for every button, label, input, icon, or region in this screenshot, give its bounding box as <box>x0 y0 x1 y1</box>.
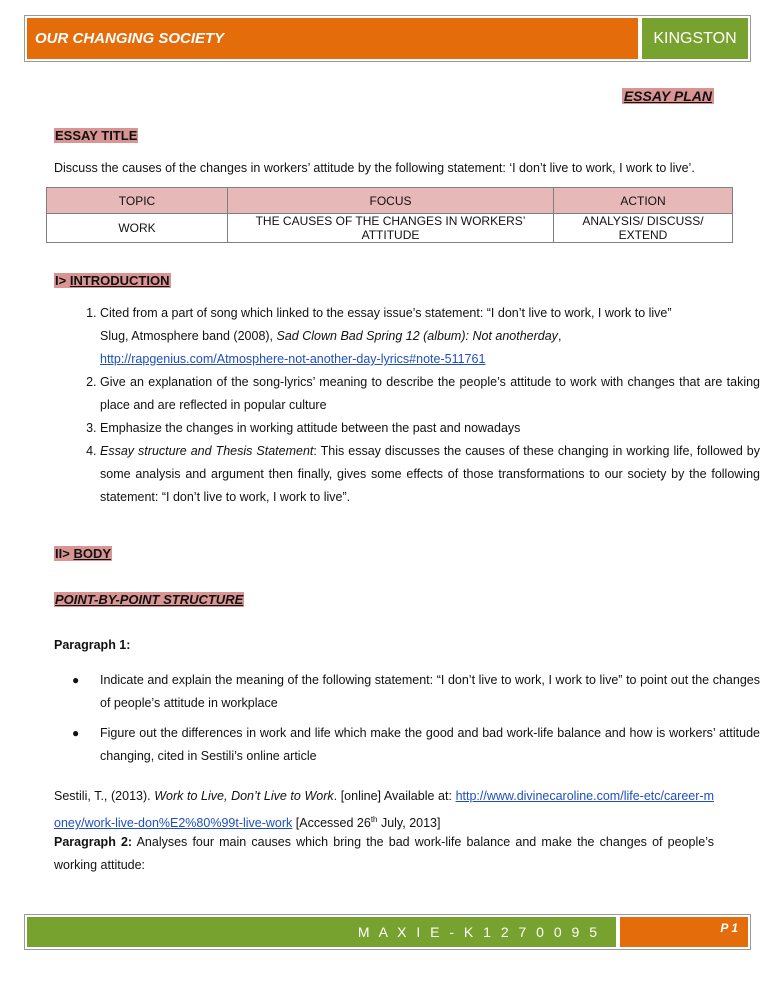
table-cell-action: ANALYSIS/ DISCUSS/ EXTEND <box>554 214 733 243</box>
structure-heading-text: POINT-BY-POINT STRUCTURE <box>55 592 244 607</box>
introduction-heading-text: INTRODUCTION <box>69 273 170 288</box>
list-item: 3. Emphasize the changes in working attitude between the past and nowadays <box>100 417 760 440</box>
bullet-icon: ● <box>72 726 80 740</box>
ref-title: Work to Live, Don’t Live to Work <box>154 789 334 803</box>
ref-sup: th <box>370 815 378 824</box>
structure-heading <box>54 592 244 607</box>
essay-title-text: Discuss the causes of the changes in workers’ attitude by the following statement: ‘I don’t live to work, I work to live’. <box>54 161 695 175</box>
ref-pre: Sestili, T., (2013). <box>54 789 155 803</box>
table-header-action: ACTION <box>554 188 733 214</box>
table-cell-focus: THE CAUSES OF THE CHANGES IN WORKERS’ ATTITUDE <box>228 214 554 243</box>
intro-item1-link[interactable]: http://rapgenius.com/Atmosphere-not-another-day-lyrics#note-511761 <box>100 352 486 366</box>
table-row <box>47 214 733 243</box>
page-header <box>24 15 751 62</box>
bullet2-text: Figure out the differences in work and life which make the good and bad work-life balance and how is workers’ attitude changing, cited in Sestili’s online article <box>100 726 760 763</box>
reference-sestili <box>54 785 714 835</box>
intro-item4-rest: : This essay discusses the causes of these changing in working life, followed by some analysis and argument then finally, gives some effects of those transformations to our society by the following statement: “I don’t live to work, I work to live”. <box>100 444 760 504</box>
header-university: KINGSTON <box>642 18 748 59</box>
list-item <box>100 302 760 371</box>
table-header-topic: TOPIC <box>47 188 228 214</box>
table-header-row <box>47 188 733 214</box>
page-footer <box>24 914 751 950</box>
footer-page-number: P 1 <box>620 917 748 947</box>
paragraph2 <box>54 831 714 877</box>
footer-student-id: M A X I E - K 1 2 7 0 0 9 5 <box>27 917 616 947</box>
intro-item1-cite-title: Sad Clown Bad Spring 12 (album): Not anotherday <box>276 329 558 343</box>
paragraph2-label: Paragraph 2: <box>54 835 133 849</box>
bullet-icon: ● <box>72 673 80 687</box>
body-heading-text: BODY <box>73 546 111 561</box>
list-item <box>72 722 760 768</box>
header-course-title: OUR CHANGING SOCIETY <box>27 18 638 59</box>
essay-title-heading-text: ESSAY TITLE <box>55 128 138 143</box>
table-cell-topic: WORK <box>47 214 228 243</box>
intro-item4-italic: Essay structure and Thesis Statement <box>100 444 314 458</box>
bullet1-text: Indicate and explain the meaning of the following statement: “I don’t live to work, I work to live” to point out the changes of people’s attitude in workplace <box>100 673 760 710</box>
introduction-heading <box>54 273 171 288</box>
list-item <box>100 440 760 509</box>
ref-post2: July, 2013] <box>377 816 441 831</box>
table-header-focus: FOCUS <box>228 188 554 214</box>
introduction-list <box>54 302 760 509</box>
body-prefix: II> <box>55 546 74 561</box>
paragraph1-bullets <box>54 669 760 775</box>
ref-link[interactable]: http://www.divinecaroline.com/life-etc/career-money/work-live-don%E2%80%99t-live-work <box>54 789 714 831</box>
intro-item1-text: Cited from a part of song which linked to the essay issue’s statement: “I don’t live to work, I work to live” <box>100 306 672 320</box>
essay-title-heading <box>54 128 138 143</box>
body-heading <box>54 546 112 561</box>
essay-table <box>46 187 733 243</box>
paragraph2-text: Analyses four main causes which bring the bad work-life balance and make the changes of people’s working attitude: <box>54 835 714 872</box>
intro-item1-cite-pre: Slug, Atmosphere band (2008), <box>100 329 277 343</box>
list-item: 2. Give an explanation of the song-lyrics’ meaning to describe the people’s attitude to work with changes that are taking place and are reflected in popular culture <box>100 371 760 417</box>
intro-item1-cite-post: , <box>557 329 562 343</box>
introduction-prefix: I> <box>55 273 70 288</box>
ref-mid: . [online] Available at: <box>333 789 456 803</box>
essay-plan-label: ESSAY PLAN <box>623 88 712 104</box>
list-item <box>72 669 760 715</box>
ref-post1: [Accessed 26 <box>292 816 371 831</box>
paragraph1-label: Paragraph 1: <box>54 638 131 652</box>
